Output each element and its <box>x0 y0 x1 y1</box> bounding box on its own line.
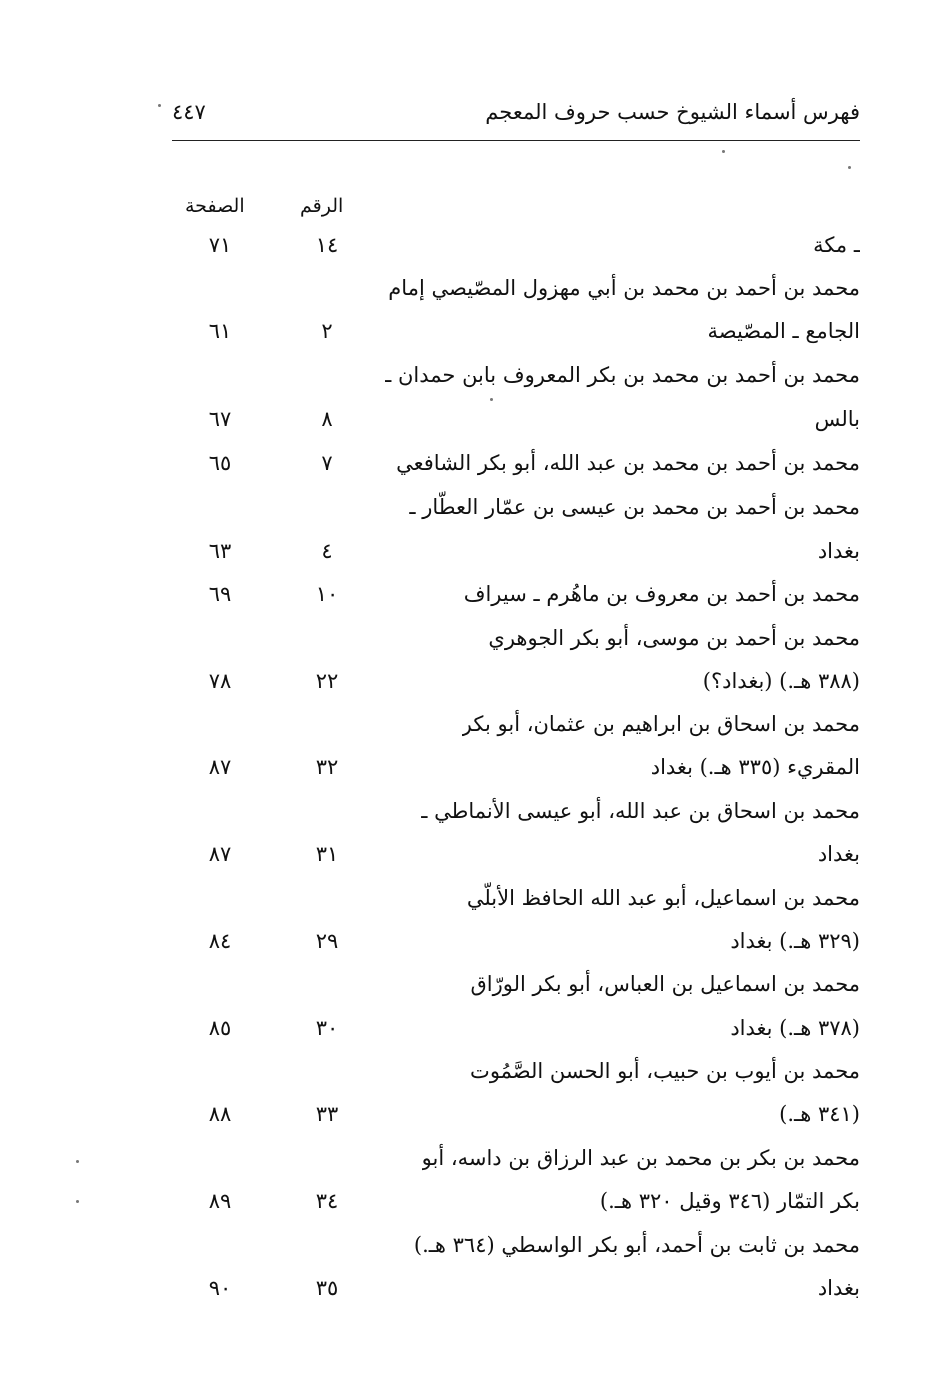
index-line: (٣٧٨ هـ.) بغداد <box>730 1016 860 1040</box>
scan-speck <box>490 398 493 401</box>
index-line: محمد بن بكر بن محمد بن عبد الرزاق بن داسه، أبو <box>421 1146 860 1170</box>
entry-page: ٨٥ <box>208 1016 232 1040</box>
index-line: محمد بن أحمد بن محمد بن عيسى بن عمّار العطّار ـ <box>409 495 860 519</box>
entry-page: ٨٤ <box>208 929 232 953</box>
index-line: محمد بن أيوب بن حبيب، أبو الحسن الصَّمُوت <box>470 1059 860 1083</box>
entry-page: ٨٧ <box>208 755 232 779</box>
entry-number: ٣٤ <box>315 1189 339 1213</box>
entry-page: ٧١ <box>208 233 232 257</box>
index-line: محمد بن أحمد بن محمد بن عبد الله، أبو بكر الشافعي <box>396 451 860 475</box>
index-line: بغداد <box>817 1276 860 1300</box>
header-title: فهرس أسماء الشيوخ حسب حروف المعجم <box>485 100 860 124</box>
entry-page: ٨٩ <box>208 1189 232 1213</box>
entry-page: ٦٩ <box>208 582 232 606</box>
index-line: المقريء (٣٣٥ هـ.) بغداد <box>650 755 860 779</box>
entry-page: ٩٠ <box>208 1276 232 1300</box>
scan-speck <box>158 104 161 107</box>
entry-page: ٨٨ <box>208 1102 232 1126</box>
index-line: (٣٨٨ هـ.) (بغداد؟) <box>702 669 860 693</box>
entry-number: ١٠ <box>315 582 339 606</box>
scan-speck <box>722 150 725 153</box>
entry-number: ٣٢ <box>315 755 339 779</box>
index-line: محمد بن أحمد بن موسى، أبو بكر الجوهري <box>488 626 860 650</box>
index-line: محمد بن أحمد بن معروف بن ماهُرم ـ سيراف <box>463 582 860 606</box>
entry-number: ٧ <box>321 451 333 475</box>
entry-page: ٨٧ <box>208 842 232 866</box>
index-line: محمد بن اسحاق بن ابراهيم بن عثمان، أبو بكر <box>461 712 860 736</box>
entry-number: ٣١ <box>315 842 339 866</box>
index-line: الجامع ـ المصّيصة <box>707 319 860 343</box>
index-line: محمد بن أحمد بن محمد بن أبي مهزول المصّيصي إمام <box>388 276 860 300</box>
entry-page: ٦٧ <box>208 407 232 431</box>
entry-number: ٢٢ <box>315 669 339 693</box>
index-line: بالس <box>814 407 860 431</box>
entry-page: ٦١ <box>208 319 232 343</box>
index-line: محمد بن اسحاق بن عبد الله، أبو عيسى الأنماطي ـ <box>421 799 860 823</box>
index-line: (٣٢٩ هـ.) بغداد <box>730 929 860 953</box>
entry-page: ٦٥ <box>208 451 232 475</box>
entry-number: ٢ <box>321 319 333 343</box>
index-line: بغداد <box>817 842 860 866</box>
index-line: بكر التمّار (٣٤٦ وقيل ٣٢٠ هـ.) <box>599 1189 860 1213</box>
entry-number: ٢٩ <box>315 929 339 953</box>
index-line: ـ مكة <box>813 233 860 257</box>
entry-page: ٧٨ <box>208 669 232 693</box>
entry-page: ٦٣ <box>208 539 232 563</box>
page-column-heading: الصفحة <box>185 195 245 217</box>
entry-number: ٣٥ <box>315 1276 339 1300</box>
number-column-heading: الرقم <box>300 195 344 217</box>
index-line: (٣٤١ هـ.) <box>779 1102 860 1126</box>
header-rule <box>172 140 860 141</box>
entry-number: ٣٠ <box>315 1016 339 1040</box>
index-line: محمد بن أحمد بن محمد بن بكر المعروف بابن حمدان ـ <box>385 363 860 387</box>
page-number: ٤٤٧ <box>172 100 206 124</box>
entry-number: ١٤ <box>315 233 339 257</box>
index-line: بغداد <box>817 539 860 563</box>
index-line: محمد بن اسماعيل بن العباس، أبو بكر الورّاق <box>470 972 860 996</box>
entry-number: ٨ <box>321 407 333 431</box>
entry-number: ٤ <box>321 539 333 563</box>
index-line: محمد بن ثابت بن أحمد، أبو بكر الواسطي (٣٦٤ هـ.) <box>413 1233 860 1257</box>
scan-speck <box>76 1200 79 1203</box>
scan-speck <box>76 1160 79 1163</box>
index-line: محمد بن اسماعيل، أبو عبد الله الحافظ الأبلّي <box>466 886 860 910</box>
entry-number: ٣٣ <box>315 1102 339 1126</box>
scan-speck <box>848 166 851 169</box>
